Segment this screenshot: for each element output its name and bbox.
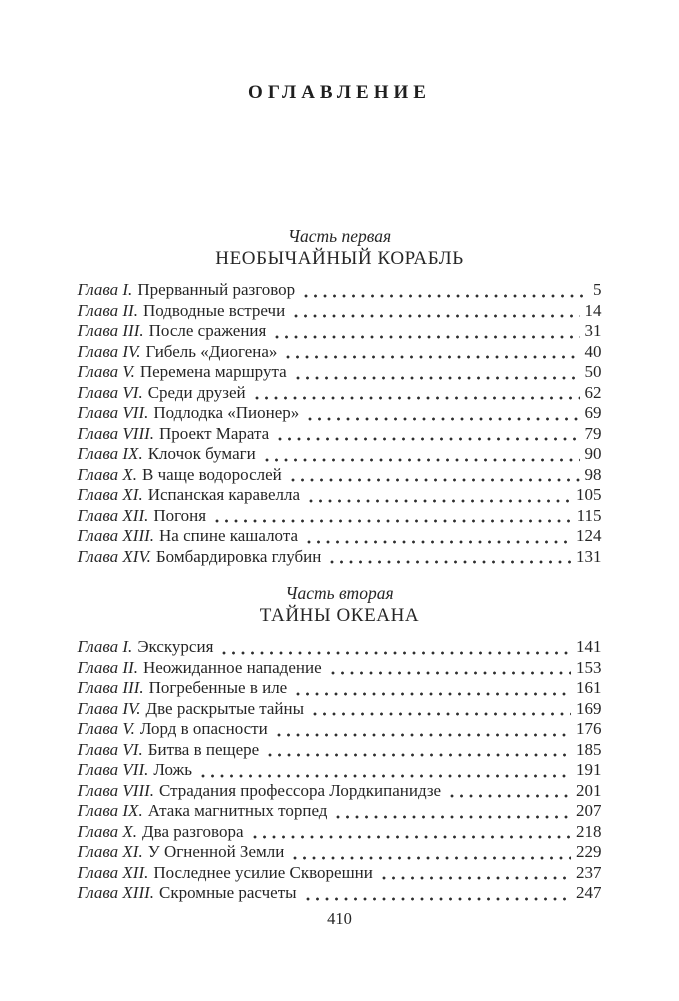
chapter-page-number: 229: [576, 842, 602, 861]
chapter-title: В чаще водорослей: [142, 464, 282, 484]
chapter-page-number: 40: [584, 341, 602, 361]
toc-list-part-1: [78, 280, 602, 567]
toc-entry: [78, 637, 602, 658]
chapter-title: Два разговора: [142, 821, 244, 841]
dot-leader: [304, 294, 588, 298]
chapter-title: На спине кашалота: [159, 526, 299, 545]
chapter-page-number: 169: [576, 698, 602, 718]
part-2-heading: [0, 583, 679, 627]
chapter-title: После сражения: [148, 321, 267, 340]
toc-entry: [78, 547, 602, 568]
chapter-label: Глава VIII.: [77, 780, 155, 800]
dot-leader: [291, 478, 580, 482]
chapter-title: Лорд в опасности: [139, 719, 268, 738]
chapter-title: Подводные встречи: [142, 300, 286, 320]
chapter-label: Глава X.: [77, 821, 138, 841]
dot-leader: [336, 815, 571, 819]
toc-entry: [78, 321, 602, 342]
chapter-page-number: 185: [576, 739, 602, 759]
chapter-label: Глава V.: [77, 362, 135, 381]
chapter-label: Глава X.: [77, 464, 138, 484]
chapter-label: Глава VII.: [77, 760, 149, 779]
dot-leader: [215, 519, 572, 523]
toc-entry: [78, 658, 602, 679]
part-1-title: НЕОБЫЧАЙНЫЙ КОРАБЛЬ: [215, 248, 464, 269]
chapter-title: Среди друзей: [147, 382, 246, 402]
chapter-label: Глава VI.: [77, 382, 143, 402]
chapter-page-number: 131: [576, 546, 602, 566]
toc-entry: [78, 863, 602, 884]
dot-leader: [331, 671, 571, 675]
chapter-page-number: 153: [576, 657, 602, 677]
dot-leader: [265, 458, 580, 462]
toc-entry: [78, 781, 602, 802]
chapter-page-number: 201: [576, 780, 602, 800]
chapter-title: Перемена маршрута: [139, 362, 287, 381]
chapter-title: Экскурсия: [137, 637, 214, 656]
chapter-title: Бомбардировка глубин: [155, 546, 322, 566]
chapter-label: Глава IV.: [77, 341, 141, 361]
chapter-label: Глава XI.: [77, 842, 143, 861]
chapter-label: Глава VIII.: [77, 423, 155, 443]
dot-leader: [309, 499, 571, 503]
toc-entry: [78, 342, 602, 363]
toc-entry: [78, 842, 602, 863]
dot-leader: [306, 897, 571, 901]
chapter-title: Ложь: [153, 760, 193, 779]
chapter-title: Клочок бумаги: [147, 444, 256, 463]
toc-entry: [78, 301, 602, 322]
chapter-title: Проект Марата: [159, 423, 270, 443]
toc-entry: [78, 740, 602, 761]
chapter-title: Две раскрытые тайны: [145, 698, 305, 718]
chapter-page-number: 79: [584, 423, 602, 443]
chapter-page-number: 98: [584, 464, 602, 484]
chapter-label: Глава I.: [77, 637, 133, 656]
dot-leader: [307, 540, 571, 544]
chapter-page-number: 62: [584, 382, 602, 402]
chapter-title: Погребенные в иле: [148, 678, 288, 697]
chapter-page-number: 14: [584, 300, 602, 320]
dot-leader: [201, 774, 571, 778]
part-2-title: ТАЙНЫ ОКЕАНА: [259, 605, 420, 626]
dot-leader: [293, 856, 571, 860]
chapter-title: У Огненной Земли: [147, 842, 285, 861]
dot-leader: [222, 651, 571, 655]
chapter-label: Глава IX.: [77, 444, 143, 463]
part-2-label: Часть вторая: [285, 583, 394, 603]
chapter-title: Подлодка «Пионер»: [153, 403, 300, 422]
toc-entry: [78, 506, 602, 527]
chapter-title: Атака магнитных торпед: [147, 801, 328, 820]
folio-page-number: 410: [327, 909, 352, 928]
toc-list-part-2: [78, 637, 602, 904]
chapter-page-number: 69: [584, 403, 602, 422]
chapter-title: Прерванный разговор: [137, 280, 296, 299]
toc-entry: [78, 883, 602, 904]
page-title: ОГЛАВЛЕНИЕ: [248, 82, 431, 103]
chapter-label: Глава XII.: [77, 505, 149, 525]
toc-entry: [78, 485, 602, 506]
part-1-heading: [0, 226, 679, 270]
dot-leader: [313, 712, 571, 716]
chapter-page-number: 141: [576, 637, 602, 656]
dot-leader: [268, 753, 571, 757]
dot-leader: [278, 437, 579, 441]
chapter-label: Глава XII.: [77, 862, 149, 882]
chapter-page-number: 237: [576, 862, 602, 882]
chapter-label: Глава III.: [77, 321, 144, 340]
toc-entry: [78, 362, 602, 383]
chapter-page-number: 176: [576, 719, 602, 738]
toc-entry: [78, 424, 602, 445]
chapter-page-number: 50: [584, 362, 602, 381]
dot-leader: [308, 417, 579, 421]
chapter-page-number: 31: [584, 321, 602, 340]
chapter-title: Неожиданное нападение: [142, 657, 322, 677]
chapter-title: Страдания профессора Лордкипанидзе: [159, 780, 442, 800]
dot-leader: [253, 835, 571, 839]
chapter-label: Глава III.: [77, 678, 144, 697]
dot-leader: [294, 314, 579, 318]
toc-entry: [78, 383, 602, 404]
toc-entry: [78, 403, 602, 424]
toc-entry: [78, 280, 602, 301]
chapter-page-number: 105: [576, 485, 602, 504]
toc-entry: [78, 444, 602, 465]
chapter-label: Глава XIV.: [77, 546, 151, 566]
dot-leader: [296, 692, 571, 696]
chapter-page-number: 161: [576, 678, 602, 697]
chapter-title: Последнее усилие Скворешни: [153, 862, 373, 882]
chapter-label: Глава VI.: [77, 739, 143, 759]
dot-leader: [450, 794, 571, 798]
chapter-label: Глава IV.: [77, 698, 141, 718]
chapter-label: Глава II.: [77, 300, 138, 320]
toc-entry: [78, 719, 602, 740]
chapter-title: Гибель «Диогена»: [145, 341, 278, 361]
toc-entry: [78, 678, 602, 699]
chapter-page-number: 207: [576, 801, 602, 820]
chapter-page-number: 124: [576, 526, 602, 545]
chapter-label: Глава XI.: [77, 485, 143, 504]
chapter-page-number: 191: [576, 760, 602, 779]
chapter-page-number: 90: [584, 444, 602, 463]
toc-entry: [78, 760, 602, 781]
dot-leader: [277, 733, 571, 737]
chapter-label: Глава V.: [77, 719, 135, 738]
dot-leader: [330, 560, 571, 564]
chapter-label: Глава II.: [77, 657, 138, 677]
dot-leader: [286, 355, 579, 359]
chapter-title: Погоня: [153, 505, 207, 525]
chapter-label: Глава XIII.: [77, 526, 155, 545]
chapter-label: Глава I.: [77, 280, 133, 299]
chapter-page-number: 218: [576, 821, 602, 841]
chapter-title: Скромные расчеты: [159, 883, 297, 902]
chapter-page-number: 5: [593, 280, 602, 299]
chapter-title: Битва в пещере: [147, 739, 260, 759]
chapter-label: Глава XIII.: [77, 883, 155, 902]
toc-entry: [78, 699, 602, 720]
dot-leader: [382, 876, 571, 880]
part-1-label: Часть первая: [287, 226, 392, 246]
chapter-page-number: 247: [576, 883, 602, 902]
chapter-page-number: 115: [576, 505, 602, 525]
toc-entry: [78, 465, 602, 486]
toc-entry: [78, 526, 602, 547]
toc-entry: [78, 801, 602, 822]
dot-leader: [275, 335, 579, 339]
chapter-label: Глава IX.: [77, 801, 143, 820]
toc-entry: [78, 822, 602, 843]
dot-leader: [255, 396, 580, 400]
chapter-label: Глава VII.: [77, 403, 149, 422]
chapter-title: Испанская каравелла: [147, 485, 301, 504]
dot-leader: [296, 376, 580, 380]
